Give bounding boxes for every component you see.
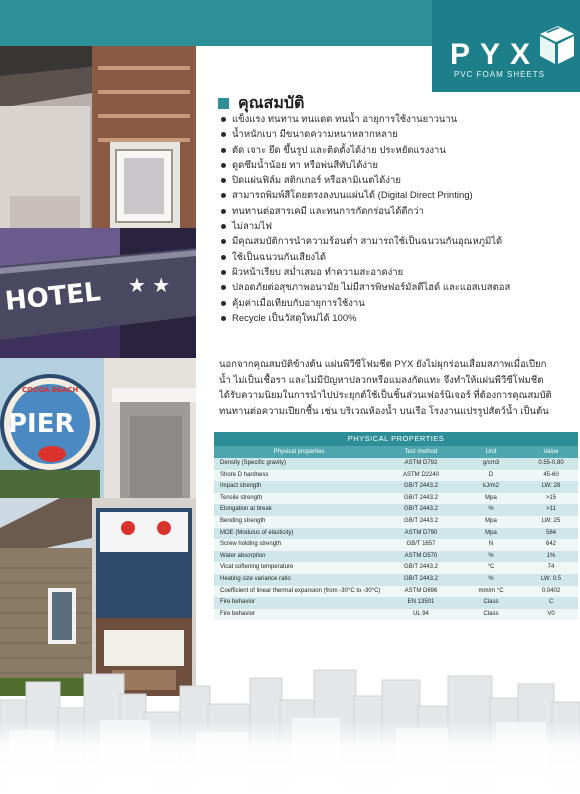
table-cell: GB/T 1657 [406,541,436,548]
table-cell: GB/T 2443.2 [404,494,438,501]
table-cell: 0.0402 [541,587,561,594]
list-item: ผิวหน้าเรียบ สม่ำเสมอ ทำความสะอาดง่าย [219,265,519,280]
table-cell: MOE (Modulus of elasticity) [220,529,294,536]
table-row [214,574,578,586]
column-header: Unit [485,449,497,455]
table-row [214,551,578,563]
pier-sign-main-text: PIER [8,409,75,439]
table-cell: Mpa [485,494,497,501]
table-cell: GB/T 2443.2 [404,517,438,524]
table-cell: % [488,506,494,513]
table-row [214,562,578,574]
table-cell: LW: 28 [541,483,561,490]
table-cell: ASTM D2240 [402,471,439,478]
table-row [214,470,578,482]
table-cell: °C [487,564,495,571]
table-cell: Fire behavior [220,610,256,617]
svg-text:★ ★: ★ ★ [128,273,171,297]
list-item: ดูดซึมน้ำน้อย ทา หรือพ่นสีทับได้ง่าย [219,158,519,173]
table-row [214,493,578,505]
table-cell: 642 [545,541,556,548]
table-cell: Fire behavior [220,599,256,606]
table-cell: UL 94 [413,610,429,617]
table-cell: >11 [546,506,556,513]
list-item: ใช้เป็นฉนวนกันเสียงได้ [219,250,519,265]
table-body [214,458,578,620]
table-cell: Class [483,599,499,606]
table-cell: D [488,471,494,478]
table-cell: Impact strength [220,483,262,490]
table-cell: % [488,575,494,582]
table-row [214,597,578,609]
interior-photo [0,46,196,228]
hotel-sign-text: HOTEL [3,277,103,317]
table-cell: Tensile strength [220,494,263,501]
table-cell: Water absorption [220,552,266,559]
brand-logo [432,0,580,92]
section-title: คุณสมบัติ [238,95,305,112]
table-row [214,481,578,493]
table-cell: Bending strength [220,517,266,524]
photo-collage [0,46,196,696]
paragraph-line: ได้รับความนิยมในการนำไปประยุกต์ใช้เป็นชิ้นส่วนเฟอร์นิเจอร์ ที่ต้องการคุณสมบัติ [219,390,552,401]
table-cell: Mpa [485,529,497,536]
table-title: PHYSICAL PROPERTIES [214,432,578,446]
table-cell: Screw holding strength [220,541,282,548]
column-header: Physical properties [273,449,325,455]
city-skyline-graphic [0,660,580,794]
table-cell: LW: 0.5 [540,575,562,582]
column-header: Value [543,449,559,455]
table-cell: GB/T 2443.2 [404,483,438,490]
table-cell: Elongation at break [220,506,272,513]
list-item: คุ้มค่าเมื่อเทียบกับอายุการใช้งาน [219,296,519,311]
table-cell: 0.55-0.80 [538,460,564,466]
table-cell: Mpa [485,517,497,524]
table-cell: N [488,541,494,548]
heading-square-icon [218,98,229,109]
description-paragraph [219,357,567,419]
brand-name: PYX [450,38,541,71]
table-row [214,516,578,528]
table-cell: Heating size variance ratio [220,575,291,582]
list-item: ไม่ลามไฟ [219,219,519,234]
pier-sign-top-text: COCOA BEACH [22,386,79,394]
list-item: ตัด เจาะ ยึด ขึ้นรูป และติดตั้งได้ง่าย ประหยัดแรงงาน [219,143,519,158]
table-row [214,539,578,551]
table-cell: V0 [547,610,555,617]
table-cell: ASTM D696 [404,587,438,594]
table-cell: ASTM D790 [404,529,438,536]
list-item: ทนทานต่อสารเคมี และทนการกัดกร่อนได้ดีกว่า [219,204,519,219]
table-cell: GB/T 2443.2 [404,564,438,571]
table-cell: Coefficient of linear thermal expansion (from -30°C to -30°C) [220,587,381,594]
table-cell: ASTM D570 [404,552,438,559]
hotel-sign-photo [0,228,196,358]
properties-list [219,112,519,326]
list-item: น้ำหนักเบา มีขนาดความหนาหลากหลาย [219,127,519,142]
paragraph-line: น้ำ ไม่เป็นเชื้อรา และไม่มีปัญหาปลวกหรือแมลงกัดแทะ จึงทำให้แผ่นพีวีซีโฟมชีต [219,374,544,386]
table-cell: % [488,552,494,559]
table-cell: LW: 25 [541,517,561,524]
table-cell: Shore D hardness [220,471,269,478]
list-item: Recycle เป็นวัสดุใหม่ได้ 100% [219,311,519,326]
cube-icon [536,22,576,66]
brand-tagline: PVC FOAM SHEETS [454,70,546,79]
table-cell: Density (Specific gravity) [220,460,287,466]
list-item: สามารถพิมพ์สีโดยตรงลงบนแผ่นได้ (Digital Direct Printing) [219,188,519,203]
table-cell: g/cm3 [482,460,500,466]
table-cell: 1% [546,552,556,559]
table-cell: >15 [545,494,557,501]
table-cell: GB/T 2443.2 [404,506,438,513]
list-item: มีคุณสมบัติการนำความร้อนต่ำ สามารถใช้เป็นฉนวนกันอุณหภูมิได้ [219,234,519,249]
table-header-row [214,446,578,458]
table-cell: Vicat softening temperature [220,564,294,571]
table-cell: kJ/m2 [482,483,499,490]
table-row [214,609,578,621]
table-row [214,504,578,516]
physical-properties-table [214,432,578,620]
paragraph-line: ทนทานต่อความเปียกชื้น เช่น บริเวณห้องน้ำ บนเรือ โรงงานแปรรูปสัตว์น้ำ เป็นต้น [219,405,549,417]
list-item: แข็งแรง ทนทาน ทนแดด ทนน้ำ อายุการใช้งานยาวนาน [219,112,519,127]
paragraph-line: นอกจากคุณสมบัติข้างต้น แผ่นพีวีซีโฟมชีต PYX ยังไม่ผุกร่อนเสื่อมสภาพเมื่อเปียก [219,359,547,370]
table-cell: 74 [547,564,555,571]
table-cell: GB/T 2443.2 [404,575,438,582]
table-row [214,458,578,470]
table-cell: 584 [545,529,556,536]
table-row [214,586,578,598]
table-cell: mm/m °C [478,587,504,594]
table-cell: C [548,599,554,606]
table-cell: 45-60 [543,471,559,478]
list-item: ปลอดภัยต่อสุขภาพอนามัย ไม่มีสารพิษฟอร์มัลดีไฮด์ และแอสเบสตอส [219,280,519,295]
table-row [214,528,578,540]
table-cell: Class [483,610,499,617]
column-header: Test method [404,449,438,455]
pier-sign-photo [0,358,196,498]
table-cell: ASTM D792 [404,460,438,466]
list-item: ปิดแผ่นฟิล์ม สติกเกอร์ หรือลามิเนตได้ง่าย [219,173,519,188]
table-cell: EN 13501 [407,599,435,606]
